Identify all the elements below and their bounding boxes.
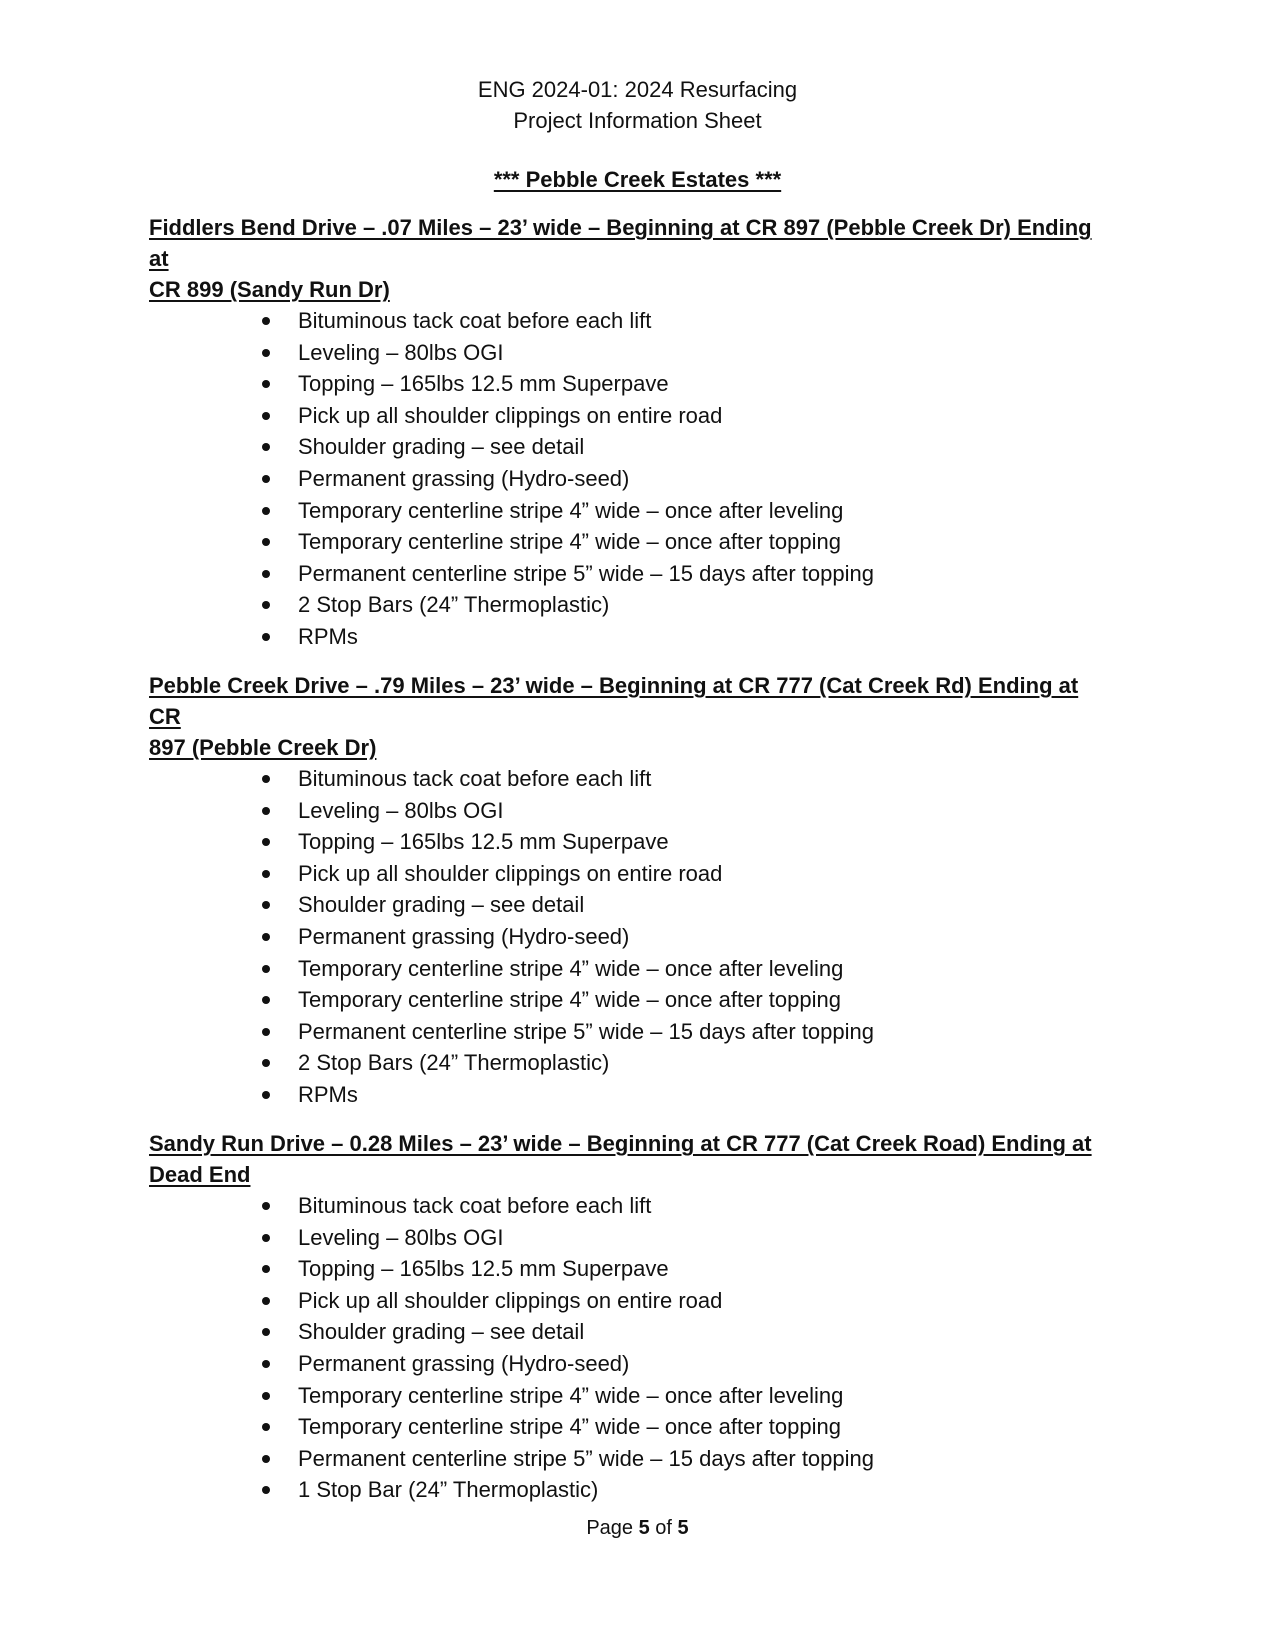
work-item-list (149, 763, 1109, 1111)
list-item: Topping – 165lbs 12.5 mm Superpave (149, 368, 1109, 400)
bullet-icon (262, 1423, 270, 1431)
list-item: RPMs (149, 621, 1109, 653)
bullet-icon (262, 1392, 270, 1400)
bullet-icon (262, 1265, 270, 1273)
list-item: Pick up all shoulder clippings on entire road (149, 400, 1109, 432)
road-section-fiddlers-bend (149, 212, 1109, 653)
page-number: Page 5 of 5 (586, 1517, 689, 1539)
list-item: 1 Stop Bar (24” Thermoplastic) (149, 1474, 1109, 1506)
work-item-list (149, 305, 1109, 653)
list-item: Temporary centerline stripe 4” wide – once after leveling (149, 1380, 1109, 1412)
bullet-icon (262, 1328, 270, 1336)
list-item: Temporary centerline stripe 4” wide – once after leveling (149, 495, 1109, 527)
bullet-icon (262, 349, 270, 357)
road-section-pebble-creek (149, 670, 1109, 1111)
bullet-icon (262, 1091, 270, 1099)
section-title: Sandy Run Drive – 0.28 Miles – 23’ wide – Beginning at CR 777 (Cat Creek Road) Ending at Dead End (149, 1131, 1092, 1187)
list-item: Leveling – 80lbs OGI (149, 1222, 1109, 1254)
bullet-icon (262, 538, 270, 546)
section-title: Pebble Creek Drive – .79 Miles – 23’ wide – Beginning at CR 777 (Cat Creek Rd) Ending at CR 897 (Pebble Creek Dr) (149, 673, 1079, 760)
document-subtitle: Project Information Sheet (513, 108, 762, 133)
bullet-icon (262, 1202, 270, 1210)
list-item: Permanent grassing (Hydro-seed) (149, 463, 1109, 495)
bullet-icon (262, 633, 270, 641)
list-item: Permanent centerline stripe 5” wide – 15 days after topping (149, 1016, 1109, 1048)
list-item: Shoulder grading – see detail (149, 889, 1109, 921)
bullet-icon (262, 1360, 270, 1368)
work-item-list (149, 1190, 1109, 1506)
bullet-icon (262, 1486, 270, 1494)
bullet-icon (262, 570, 270, 578)
list-item: Permanent grassing (Hydro-seed) (149, 1348, 1109, 1380)
bullet-icon (262, 1297, 270, 1305)
list-item: Permanent grassing (Hydro-seed) (149, 921, 1109, 953)
bullet-icon (262, 443, 270, 451)
list-item: Shoulder grading – see detail (149, 431, 1109, 463)
bullet-icon (262, 901, 270, 909)
list-item: Temporary centerline stripe 4” wide – once after topping (149, 984, 1109, 1016)
bullet-icon (262, 1455, 270, 1463)
list-item: Bituminous tack coat before each lift (149, 305, 1109, 337)
list-item: 2 Stop Bars (24” Thermoplastic) (149, 589, 1109, 621)
list-item: RPMs (149, 1079, 1109, 1111)
list-item: Pick up all shoulder clippings on entire road (149, 1285, 1109, 1317)
list-item: Permanent centerline stripe 5” wide – 15 days after topping (149, 558, 1109, 590)
list-item: Leveling – 80lbs OGI (149, 337, 1109, 369)
document-title: ENG 2024-01: 2024 Resurfacing (477, 77, 798, 102)
bullet-icon (262, 1028, 270, 1036)
subdivision-label: *** Pebble Creek Estates *** (493, 167, 782, 192)
list-item: Permanent centerline stripe 5” wide – 15 days after topping (149, 1443, 1109, 1475)
bullet-icon (262, 996, 270, 1004)
bullet-icon (262, 412, 270, 420)
list-item: Topping – 165lbs 12.5 mm Superpave (149, 1253, 1109, 1285)
bullet-icon (262, 775, 270, 783)
list-item: Bituminous tack coat before each lift (149, 763, 1109, 795)
bullet-icon (262, 1234, 270, 1242)
subdivision-heading (0, 165, 1275, 195)
list-item: Leveling – 80lbs OGI (149, 795, 1109, 827)
list-item: Pick up all shoulder clippings on entire road (149, 858, 1109, 890)
bullet-icon (262, 475, 270, 483)
bullet-icon (262, 807, 270, 815)
bullet-icon (262, 965, 270, 973)
list-item: Topping – 165lbs 12.5 mm Superpave (149, 826, 1109, 858)
bullet-icon (262, 933, 270, 941)
bullet-icon (262, 601, 270, 609)
list-item: Temporary centerline stripe 4” wide – once after topping (149, 526, 1109, 558)
bullet-icon (262, 507, 270, 515)
list-item: 2 Stop Bars (24” Thermoplastic) (149, 1047, 1109, 1079)
section-title: Fiddlers Bend Drive – .07 Miles – 23’ wide – Beginning at CR 897 (Pebble Creek Dr) Ending at CR 899 (Sandy Run Dr) (149, 215, 1092, 302)
bullet-icon (262, 838, 270, 846)
list-item: Temporary centerline stripe 4” wide – once after topping (149, 1411, 1109, 1443)
bullet-icon (262, 317, 270, 325)
bullet-icon (262, 1059, 270, 1067)
bullet-icon (262, 380, 270, 388)
list-item: Temporary centerline stripe 4” wide – once after leveling (149, 953, 1109, 985)
road-section-sandy-run (149, 1128, 1109, 1506)
list-item: Shoulder grading – see detail (149, 1316, 1109, 1348)
bullet-icon (262, 870, 270, 878)
list-item: Bituminous tack coat before each lift (149, 1190, 1109, 1222)
